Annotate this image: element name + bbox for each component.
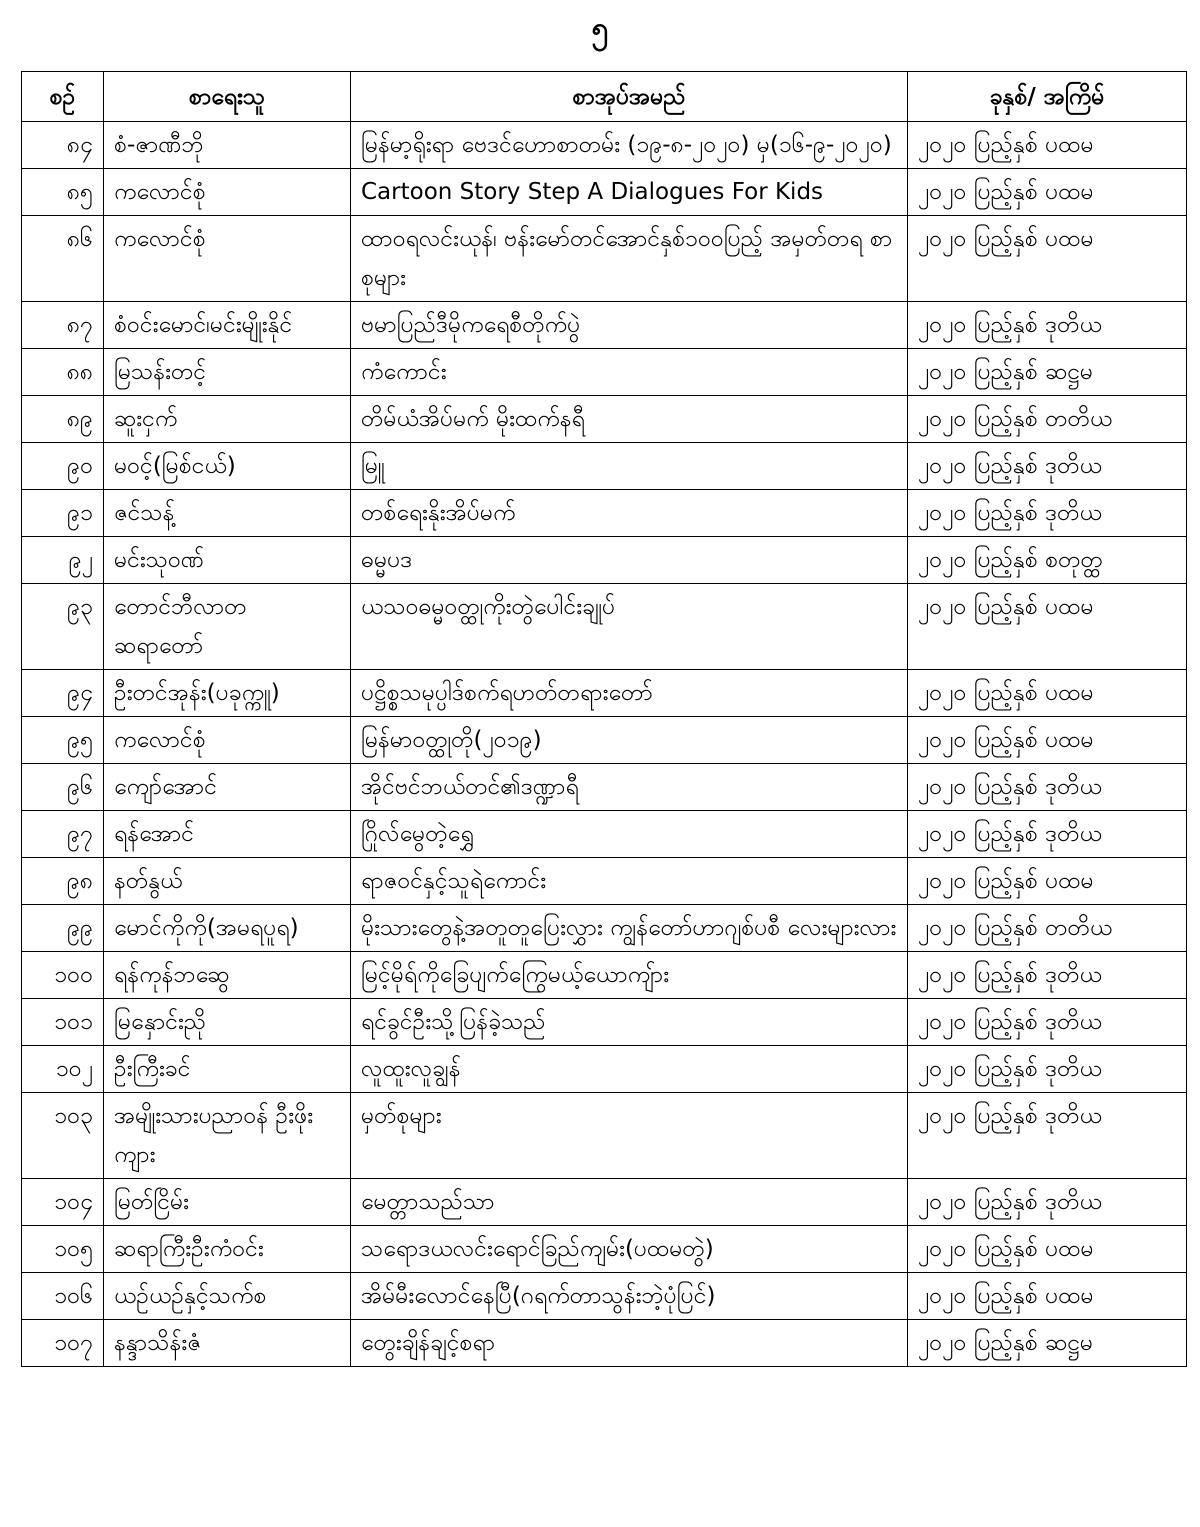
serial-number-cell: ၁၀၀	[22, 952, 104, 999]
table-row	[22, 169, 1187, 216]
author-cell: ကလောင်စုံ	[104, 717, 351, 764]
book-title-cell: အိမ်မီးလောင်နေပြီ(ဂရက်တာသွန်းဘဲ့ပုံပြင်)	[351, 1273, 908, 1320]
serial-number-cell: ၁၀၁	[22, 999, 104, 1046]
book-title-cell: ယသဝဓမ္မဝတ္ထုကိုးတွဲပေါင်းချုပ်	[351, 584, 908, 670]
author-cell: မြတ်ငြိမ်း	[104, 1179, 351, 1226]
author-cell: ဦးကြီးခင်	[104, 1046, 351, 1093]
serial-number-cell: ၉၁	[22, 490, 104, 537]
table-row	[22, 811, 1187, 858]
author-cell: ရန်ကုန်ဘဆွေ	[104, 952, 351, 999]
table-row	[22, 1320, 1187, 1367]
book-title-cell: မေတ္တာသည်သာ	[351, 1179, 908, 1226]
table-row	[22, 443, 1187, 490]
year-edition-cell: ၂၀၂၀ ပြည့်နှစ် ပထမ	[908, 169, 1187, 216]
serial-number-cell: ၉၆	[22, 764, 104, 811]
table-row	[22, 537, 1187, 584]
year-edition-cell: ၂၀၂၀ ပြည့်နှစ် ဆဋ္ဌမ	[908, 1320, 1187, 1367]
author-cell: မြနှောင်းညို	[104, 999, 351, 1046]
year-edition-cell: ၂၀၂၀ ပြည့်နှစ် ဒုတိယ	[908, 302, 1187, 349]
year-edition-cell: ၂၀၂၀ ပြည့်နှစ် ဒုတိယ	[908, 1179, 1187, 1226]
book-title-cell: မိုးသားတွေနဲ့အတူတူပြေးလွှား ကျွန်တော်ဟာဂျစ်ပစီ လေးများလား	[351, 905, 908, 952]
serial-number-cell: ၈၇	[22, 302, 104, 349]
year-edition-cell: ၂၀၂၀ ပြည့်နှစ် ပထမ	[908, 717, 1187, 764]
serial-number-cell: ၉၉	[22, 905, 104, 952]
year-edition-cell: ၂၀၂၀ ပြည့်နှစ် ဒုတိယ	[908, 1093, 1187, 1179]
serial-number-cell: ၁၀၃	[22, 1093, 104, 1179]
header-book-title: စာအုပ်အမည်	[351, 72, 908, 122]
serial-number-cell: ၉၄	[22, 670, 104, 717]
table-row	[22, 1179, 1187, 1226]
year-edition-cell: ၂၀၂၀ ပြည့်နှစ် ပထမ	[908, 858, 1187, 905]
year-edition-cell: ၂၀၂၀ ပြည့်နှစ် ပထမ	[908, 1226, 1187, 1273]
author-cell: အမျိုးသားပညာဝန် ဦးဖိုးကျား	[104, 1093, 351, 1179]
book-title-cell: ရာဇဝင်နှင့်သူရဲကောင်း	[351, 858, 908, 905]
book-title-cell: မြင့်မိုရ်ကိုခြေပျက်ကြွေမယ့်ယောကျ်ား	[351, 952, 908, 999]
author-cell: စံဝင်းမောင်၊မင်းမျိုးနိုင်	[104, 302, 351, 349]
year-edition-cell: ၂၀၂၀ ပြည့်နှစ် တတိယ	[908, 905, 1187, 952]
author-cell: ရန်အောင်	[104, 811, 351, 858]
serial-number-cell: ၈၈	[22, 349, 104, 396]
book-title-cell: Cartoon Story Step A Dialogues For Kids	[351, 169, 908, 216]
author-cell: ယဉ်ယဉ်နှင့်သက်စ	[104, 1273, 351, 1320]
serial-number-cell: ၉၈	[22, 858, 104, 905]
table-row	[22, 396, 1187, 443]
book-title-cell: တစ်ရေးနိုးအိပ်မက်	[351, 490, 908, 537]
author-cell: နန္ဒာသိန်းဇံ	[104, 1320, 351, 1367]
serial-number-cell: ၉၇	[22, 811, 104, 858]
book-title-cell: ဓမ္မပဒ	[351, 537, 908, 584]
serial-number-cell: ၁၀၆	[22, 1273, 104, 1320]
table-row	[22, 952, 1187, 999]
year-edition-cell: ၂၀၂၀ ပြည့်နှစ် ပထမ	[908, 670, 1187, 717]
serial-number-cell: ၁၀၇	[22, 1320, 104, 1367]
table-row	[22, 1093, 1187, 1179]
year-edition-cell: ၂၀၂၀ ပြည့်နှစ် ဒုတိယ	[908, 490, 1187, 537]
serial-number-cell: ၈၄	[22, 122, 104, 169]
table-row	[22, 1226, 1187, 1273]
author-cell: ကျော်အောင်	[104, 764, 351, 811]
table-header-row	[22, 72, 1187, 122]
table-row	[22, 216, 1187, 302]
book-title-cell: သရောဒယလင်းရောင်ခြည်ကျမ်း(ပထမတွဲ)	[351, 1226, 908, 1273]
table-body	[22, 122, 1187, 1367]
serial-number-cell: ၉၀	[22, 443, 104, 490]
book-title-cell: မှတ်စုများ	[351, 1093, 908, 1179]
book-title-cell: မြူ	[351, 443, 908, 490]
author-cell: ဦးတင်အုန်း(ပခုက္ကူ)	[104, 670, 351, 717]
book-title-cell: တိမ်ယံအိပ်မက် မိုးထက်နရီ	[351, 396, 908, 443]
year-edition-cell: ၂၀၂၀ ပြည့်နှစ် ပထမ	[908, 216, 1187, 302]
header-year-edition: ခုနှစ်/ အကြိမ်	[908, 72, 1187, 122]
year-edition-cell: ၂၀၂၀ ပြည့်နှစ် ဒုတိယ	[908, 1046, 1187, 1093]
table-row	[22, 1046, 1187, 1093]
year-edition-cell: ၂၀၂၀ ပြည့်နှစ် ပထမ	[908, 584, 1187, 670]
author-cell: ကလောင်စုံ	[104, 216, 351, 302]
serial-number-cell: ၁၀၂	[22, 1046, 104, 1093]
author-cell: ကလောင်စုံ	[104, 169, 351, 216]
author-cell: ဇင်သန့်	[104, 490, 351, 537]
book-title-cell: လူထူးလူချွန်	[351, 1046, 908, 1093]
year-edition-cell: ၂၀၂၀ ပြည့်နှစ် ဒုတိယ	[908, 811, 1187, 858]
serial-number-cell: ၁၀၅	[22, 1226, 104, 1273]
author-cell: တောင်ဘီလာတ ဆရာတော်	[104, 584, 351, 670]
year-edition-cell: ၂၀၂၀ ပြည့်နှစ် ဒုတိယ	[908, 764, 1187, 811]
author-cell: ဆူးငှက်	[104, 396, 351, 443]
year-edition-cell: ၂၀၂၀ ပြည့်နှစ် ဒုတိယ	[908, 952, 1187, 999]
table-row	[22, 905, 1187, 952]
serial-number-cell: ၉၃	[22, 584, 104, 670]
book-title-cell: ကံကောင်း	[351, 349, 908, 396]
book-title-cell: ပဋ္ဌိစ္စသမုပ္ပါဒ်စက်ရဟတ်တရားတော်	[351, 670, 908, 717]
header-author: စာရေးသူ	[104, 72, 351, 122]
table-row	[22, 584, 1187, 670]
serial-number-cell: ၈၅	[22, 169, 104, 216]
table-row	[22, 999, 1187, 1046]
author-cell: ဆရာကြီးဦးကံဝင်း	[104, 1226, 351, 1273]
book-title-cell: အိုင်ဗင်ဘယ်တင်၏ဒဏ္ဍာရီ	[351, 764, 908, 811]
serial-number-cell: ၈၆	[22, 216, 104, 302]
year-edition-cell: ၂၀၂၀ ပြည့်နှစ် တတိယ	[908, 396, 1187, 443]
serial-number-cell: ၉၅	[22, 717, 104, 764]
book-title-cell: မြန်မာဝတ္ထုတို(၂၀၁၉)	[351, 717, 908, 764]
book-title-cell: ရင်ခွင်ဦးသို့ပြန်ခဲ့သည်	[351, 999, 908, 1046]
table-row	[22, 490, 1187, 537]
book-title-cell: မြန်မာ့ရိုးရာ ဗေဒင်ဟောစာတမ်း (၁၉-၈-၂၀၂၀) မှ(၁၆-၉-၂၀၂၀)	[351, 122, 908, 169]
book-title-cell: ထာဝရလင်းယုန်၊ ဗန်းမော်တင်အောင်နှစ်၁၀၀ပြည့် အမှတ်တရ စာစုများ	[351, 216, 908, 302]
serial-number-cell: ၉၂	[22, 537, 104, 584]
book-catalog-table	[21, 71, 1187, 1367]
book-title-cell: ဗမာပြည်ဒီမိုကရေစီတိုက်ပွဲ	[351, 302, 908, 349]
author-cell: မောင်ကိုကို(အမရပူရ)	[104, 905, 351, 952]
author-cell: မြသန်းတင့်	[104, 349, 351, 396]
serial-number-cell: ၁၀၄	[22, 1179, 104, 1226]
table-row	[22, 122, 1187, 169]
book-title-cell: တွေးချိန်ချင့်စရာ	[351, 1320, 908, 1367]
table-row	[22, 302, 1187, 349]
year-edition-cell: ၂၀၂၀ ပြည့်နှစ် ဒုတိယ	[908, 443, 1187, 490]
year-edition-cell: ၂၀၂၀ ပြည့်နှစ် ဆဋ္ဌမ	[908, 349, 1187, 396]
author-cell: မဝင့်(မြစ်ငယ်)	[104, 443, 351, 490]
author-cell: နတ်နွယ်	[104, 858, 351, 905]
author-cell: စံ-ဇာဏီဘို	[104, 122, 351, 169]
table-row	[22, 1273, 1187, 1320]
header-serial-no: စဉ်	[22, 72, 104, 122]
serial-number-cell: ၈၉	[22, 396, 104, 443]
page-number: ၅	[591, 11, 609, 46]
table-row	[22, 717, 1187, 764]
table-row	[22, 670, 1187, 717]
table-row	[22, 764, 1187, 811]
year-edition-cell: ၂၀၂၀ ပြည့်နှစ် ဒုတိယ	[908, 999, 1187, 1046]
table-row	[22, 349, 1187, 396]
table-row	[22, 858, 1187, 905]
author-cell: မင်းသုဝဏ်	[104, 537, 351, 584]
book-title-cell: ဂြိုလ်မွေတဲ့ရွှေ	[351, 811, 908, 858]
year-edition-cell: ၂၀၂၀ ပြည့်နှစ် ပထမ	[908, 122, 1187, 169]
year-edition-cell: ၂၀၂၀ ပြည့်နှစ် ပထမ	[908, 1273, 1187, 1320]
year-edition-cell: ၂၀၂၀ ပြည့်နှစ် စတုတ္ထ	[908, 537, 1187, 584]
